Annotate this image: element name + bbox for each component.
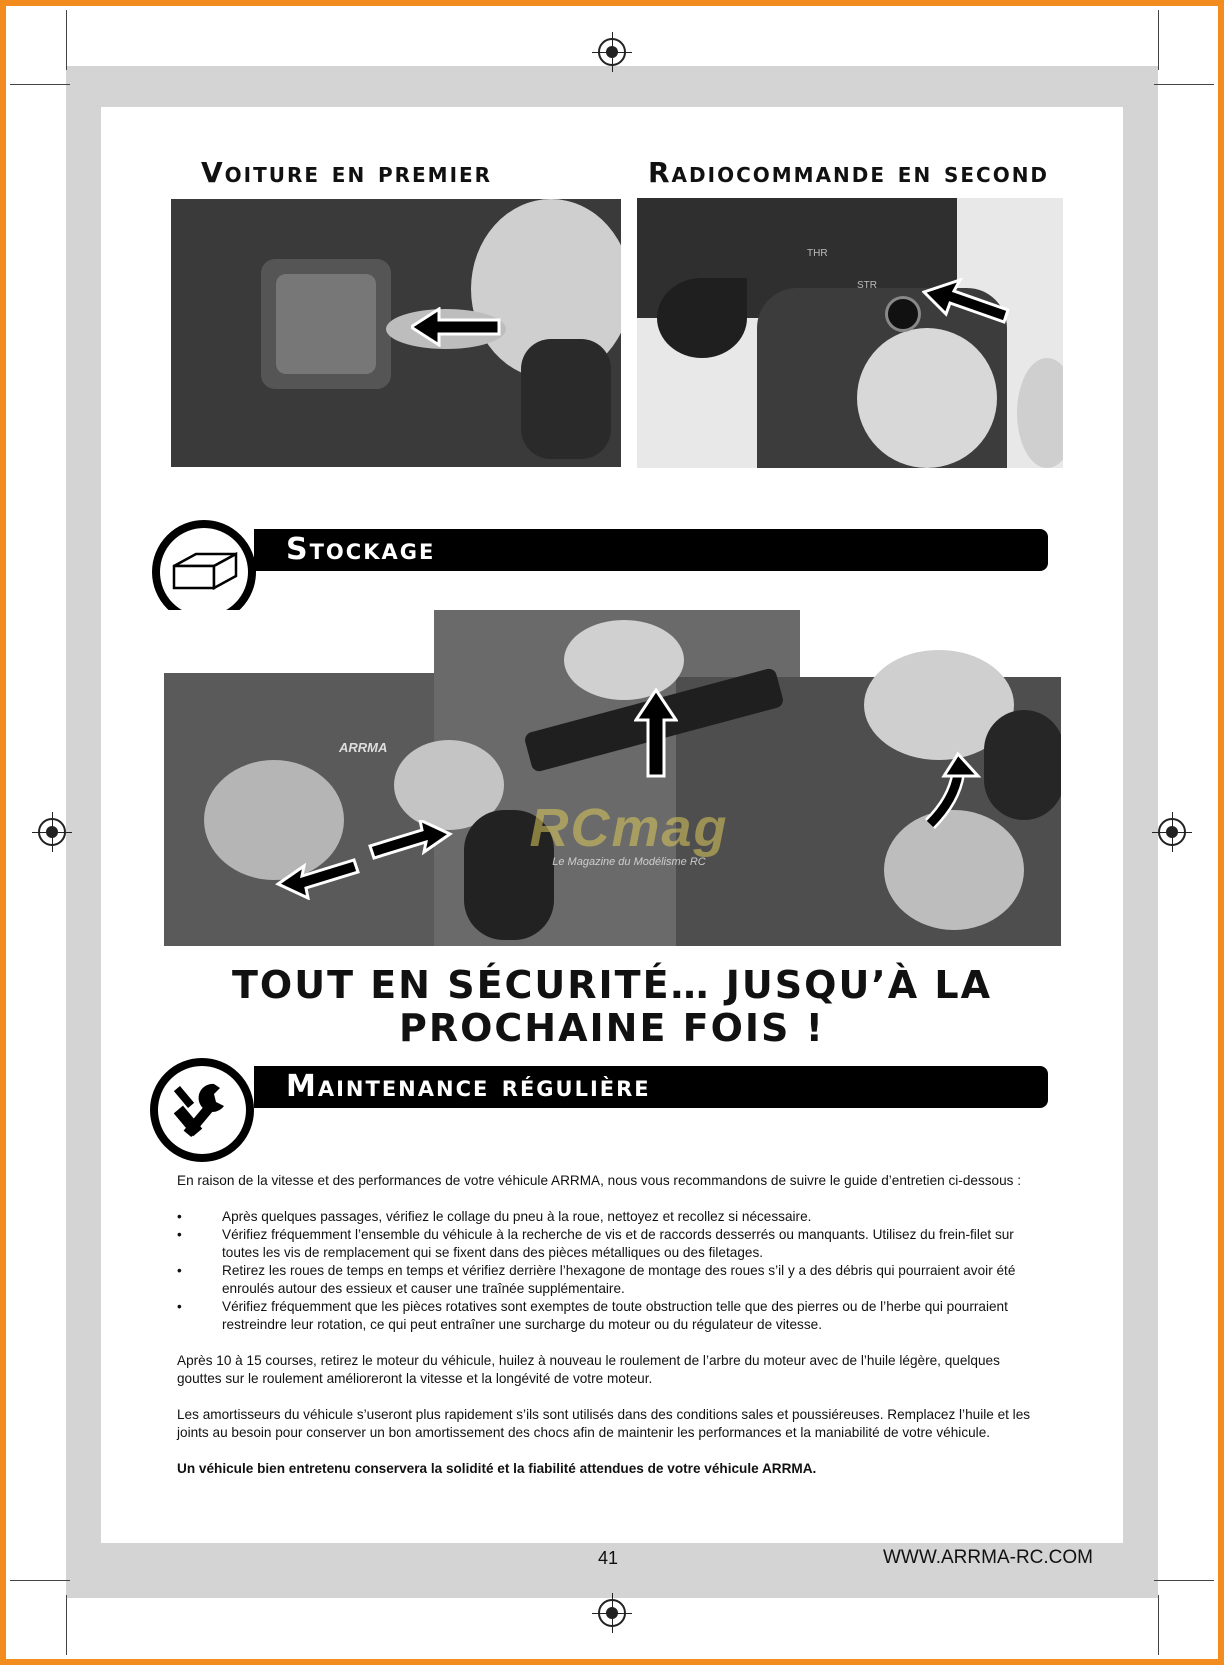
section-title-maintenance: Maintenance régulière <box>286 1069 651 1104</box>
photo-label-thr: THR <box>807 248 828 259</box>
photo-label-arrma: ARRMA <box>339 740 388 755</box>
list-item: • Retirez les roues de temps en temps et vérifiez derrière l’hexagone de montage des roues s’il y a des débris qui pourraient avoir été enroulés autour des essieux et causer une traînée supplémentaire. <box>177 1262 1047 1298</box>
watermark-subtitle: Le Magazine du Modélisme RC <box>552 856 706 868</box>
list-item: • Vérifiez fréquemment que les pièces rotatives sont exemptes de toute obstruction telle que des pierres ou de l’herbe qui pourraient restreindre leur rotation, ce qui peut entraîner une surcharge du moteur ou du régulateur de vitesse. <box>177 1298 1047 1334</box>
list-item: • Après quelques passages, vérifiez le collage du pneu à la roue, nettoyez et recollez si nécessaire. <box>177 1208 1047 1226</box>
safety-headline-line2: PROCHAINE FOIS ! <box>399 1006 825 1050</box>
maintenance-closing: Un véhicule bien entretenu conservera la solidité et la fiabilité attendues de votre véhicule ARRMA. <box>177 1461 817 1476</box>
caption-radio-second: Radiocommande en second <box>648 156 1050 189</box>
safety-headline-line1: TOUT EN SÉCURITÉ… JUSQU’À LA <box>231 963 993 1007</box>
caption-car-first: Voiture en premier <box>201 156 493 189</box>
section-title-storage: Stockage <box>286 532 436 567</box>
maintenance-paragraph-motor: Après 10 à 15 courses, retirez le moteur du véhicule, huilez à nouveau le roulement de l’arbre du moteur avec de l’huile légère, quelques gouttes sur le roulement amélioreront la vitesse et la longévité de votre moteur. <box>177 1353 1000 1386</box>
page-number: 41 <box>598 1548 619 1568</box>
maintenance-intro: En raison de la vitesse et des performances de votre véhicule ARRMA, nous vous recommandons de suivre le guide d’entretien ci-dessous : <box>177 1173 1022 1188</box>
maintenance-paragraph-shocks: Les amortisseurs du véhicule s’useront plus rapidement s’ils sont utilisés dans des conditions sales et poussiéreuses. Remplacez l’huile et les joints au besoin pour conserver un bon amortissement des chocs afin de maintenir les performances et la maniabilité de votre véhicule. <box>177 1407 1031 1440</box>
website-url: WWW.ARRMA-RC.COM <box>882 1547 1093 1568</box>
photo-label-str: STR <box>857 280 877 291</box>
watermark-title: RCmag <box>529 798 729 858</box>
list-item: • Vérifiez fréquemment l’ensemble du véhicule à la recherche de vis et de raccords desserrés ou manquants. Utilisez du frein-filet sur toutes les vis de remplacement qui se fixent dans des pièces métalliques ou des filetages. <box>177 1226 1047 1262</box>
